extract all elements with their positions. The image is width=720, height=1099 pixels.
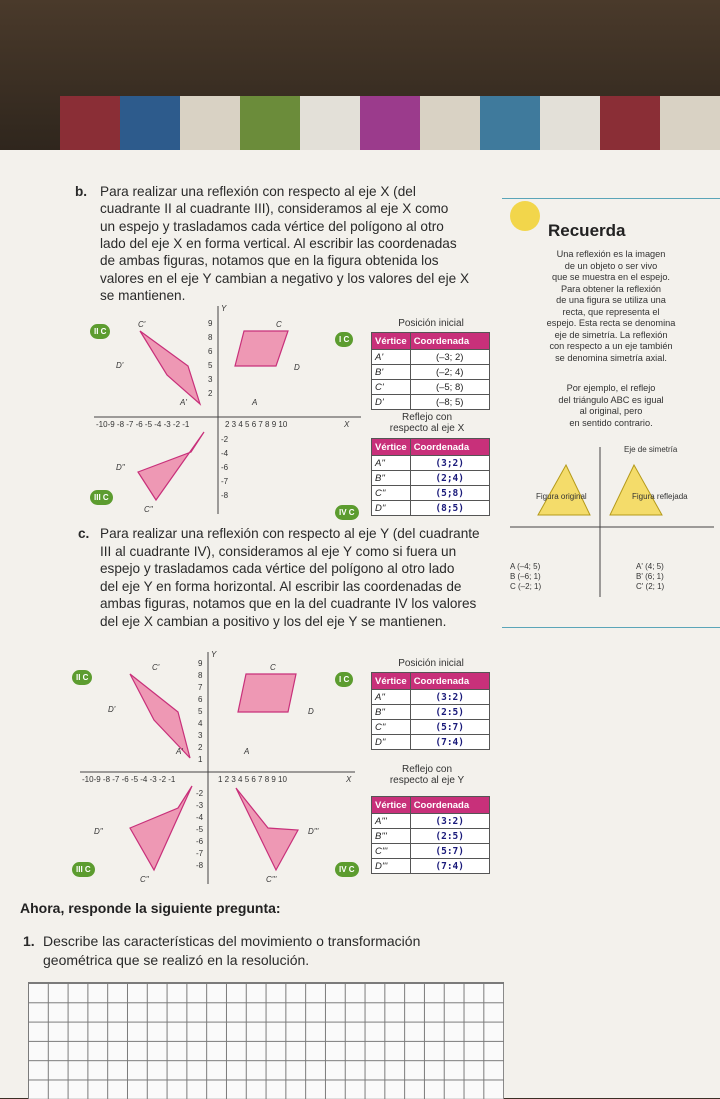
svg-text:D'': D'' [116, 463, 125, 472]
svg-text:B' (6; 1): B' (6; 1) [636, 572, 664, 581]
svg-text:Figura reflejada: Figura reflejada [632, 492, 688, 501]
svg-text:-7: -7 [196, 849, 204, 858]
svg-text:-3: -3 [196, 801, 204, 810]
decorative-pattern-strip [60, 96, 720, 152]
svg-text:C': C' [138, 320, 146, 329]
svg-text:3: 3 [208, 375, 213, 384]
svg-text:C' (2; 1): C' (2; 1) [636, 582, 665, 591]
svg-text:-6: -6 [196, 837, 204, 846]
svg-text:A': A' [176, 747, 183, 756]
svg-text:B (–6; 1): B (–6; 1) [510, 572, 541, 581]
polygon-quadrant-iv [236, 788, 298, 870]
svg-text:5: 5 [208, 361, 213, 370]
svg-text:1: 1 [198, 755, 203, 764]
quadrant-ii-badge: II C [90, 324, 110, 339]
svg-text:-5: -5 [196, 825, 204, 834]
table-b-reflected: Vértice Coordenada A'' (3;2) B'' (2;4) C'' (5;8) D'' (8;5) [371, 438, 490, 516]
table-c1-title: Posición inicial [398, 658, 464, 669]
coordinate-plane-b [86, 302, 366, 516]
table-row: D'' (8;5) [372, 501, 490, 516]
table-row: A'' (3:2) [372, 690, 490, 705]
table-row: B' (–2; 4) [372, 365, 490, 380]
svg-text:D': D' [108, 705, 116, 714]
table-row: D'' (7:4) [372, 735, 490, 750]
table-b1-title: Posición inicial [398, 318, 464, 329]
svg-text:D''': D''' [308, 827, 319, 836]
svg-text:1 2 3 4 5 6 7 8 9 10: 1 2 3 4 5 6 7 8 9 10 [218, 775, 287, 784]
triangle-reflected [610, 465, 662, 515]
table-row: B''' (2:5) [372, 829, 490, 844]
svg-text:9: 9 [198, 659, 203, 668]
svg-text:D: D [308, 707, 314, 716]
table-b2-title: Reflejo con respecto al eje X [389, 412, 465, 434]
quadrant-iii-badge: III C [90, 490, 113, 505]
table-row: C'' (5;8) [372, 486, 490, 501]
svg-text:8: 8 [198, 671, 203, 680]
svg-text:C'': C'' [144, 505, 153, 514]
polygon-quadrant-i [235, 331, 288, 366]
polygon-quadrant-ii [140, 331, 200, 404]
svg-text:A' (4; 5): A' (4; 5) [636, 562, 664, 571]
table-row: A'' (3;2) [372, 456, 490, 471]
svg-text:C'': C'' [140, 875, 149, 884]
table-c2-title: Reflejo con respecto al eje Y [389, 764, 465, 786]
svg-text:2: 2 [198, 743, 203, 752]
table-row: D' (–8; 5) [372, 395, 490, 410]
question-1: 1. Describe las características del movimiento o transformación geométrica que se realizó en la resolución. [23, 933, 421, 968]
table-row: C' (–5; 8) [372, 380, 490, 395]
svg-text:-8: -8 [196, 861, 204, 870]
svg-text:C''': C''' [266, 875, 277, 884]
triangle-original [538, 465, 590, 515]
symmetry-diagram [504, 441, 718, 601]
coordinate-plane-c [70, 648, 360, 888]
svg-text:-10-9 -8 -7 -6 -5 -4 -3 -2 -1: -10-9 -8 -7 -6 -5 -4 -3 -2 -1 [82, 775, 176, 784]
svg-text:-6: -6 [221, 463, 229, 472]
svg-text:C': C' [152, 663, 160, 672]
svg-text:-2: -2 [196, 789, 204, 798]
svg-text:D: D [294, 363, 300, 372]
polygon-quadrant-iii [130, 786, 192, 870]
svg-text:3: 3 [198, 731, 203, 740]
table-row: C'' (5:7) [372, 720, 490, 735]
table-row: B'' (2:5) [372, 705, 490, 720]
table-c-initial: Vértice Coordenada A'' (3:2) B'' (2:5) C'' (5:7) D'' (7:4) [371, 672, 490, 750]
svg-text:-10-9 -8 -7 -6 -5 -4 -3 -2 -1: -10-9 -8 -7 -6 -5 -4 -3 -2 -1 [96, 420, 190, 429]
table-row: C''' (5:7) [372, 844, 490, 859]
svg-text:X: X [346, 775, 352, 784]
svg-text:Y: Y [221, 304, 227, 313]
svg-text:A: A [244, 747, 250, 756]
svg-text:C (–2; 1): C (–2; 1) [510, 582, 542, 591]
svg-text:A (–4; 5): A (–4; 5) [510, 562, 541, 571]
svg-text:-4: -4 [221, 449, 229, 458]
svg-text:Figura original: Figura original [536, 492, 587, 501]
question-heading: Ahora, responde la siguiente pregunta: [20, 900, 281, 916]
svg-text:8: 8 [208, 333, 213, 342]
quadrant-iv-badge: IV C [335, 505, 359, 520]
table-b-initial: Vértice Coordenada A' (–3; 2) B' (–2; 4) C' (–5; 8) D' (–8; 5) [371, 332, 490, 410]
svg-text:C: C [270, 663, 276, 672]
svg-text:D': D' [116, 361, 124, 370]
svg-text:-2: -2 [221, 435, 229, 444]
table-row: A' (–3; 2) [372, 350, 490, 365]
svg-text:Y: Y [211, 650, 217, 659]
svg-text:2 3 4 5 6 7 8 9 10: 2 3 4 5 6 7 8 9 10 [225, 420, 288, 429]
svg-text:7: 7 [198, 683, 203, 692]
svg-text:C: C [276, 320, 282, 329]
quadrant-iii-badge: III C [72, 862, 95, 877]
quadrant-i-badge: I C [335, 672, 353, 687]
svg-text:-8: -8 [221, 491, 229, 500]
table-row: D''' (7:4) [372, 859, 490, 874]
svg-text:6: 6 [208, 347, 213, 356]
polygon-quadrant-iii [138, 432, 204, 500]
svg-text:9: 9 [208, 319, 213, 328]
svg-text:-7: -7 [221, 477, 229, 486]
quadrant-i-badge: I C [335, 332, 353, 347]
table-row: A''' (3:2) [372, 814, 490, 829]
svg-text:A: A [252, 398, 258, 407]
svg-text:6: 6 [198, 695, 203, 704]
polygon-quadrant-i [238, 674, 296, 712]
lightbulb-icon [510, 201, 540, 231]
svg-text:A': A' [180, 398, 187, 407]
quadrant-iv-badge: IV C [335, 862, 359, 877]
svg-text:5: 5 [198, 707, 203, 716]
svg-text:X: X [344, 420, 350, 429]
answer-grid[interactable] [28, 982, 504, 1099]
svg-text:2: 2 [208, 389, 213, 398]
quadrant-ii-badge: II C [72, 670, 92, 685]
svg-text:Eje de simetría: Eje de simetría [624, 445, 678, 454]
svg-text:D'': D'' [94, 827, 103, 836]
table-c-reflected: Vértice Coordenada A''' (3:2) B''' (2:5) C''' (5:7) D''' (7:4) [371, 796, 490, 874]
table-row: B'' (2;4) [372, 471, 490, 486]
recuerda-sidebar: Recuerda Una reflexión es la imagen de un objeto o ser vivo que se muestra en el espejo. Para obtener la reflexión de una figura se utiliza una recta, que representa el espejo. Esta recta se denomina eje de simetría. La reflexión con respecto a un eje también se denomina simetría axial. Por ejemplo, el reflejo del triángulo ABC es igual al original, pero en sentido contrario. Eje de simetría Figura original Figura reflejada A (–4; 5) B (–6; 1) C (–2; 1) A' (4; 5) B' (6; 1) C' (2; 1) [502, 198, 720, 628]
svg-text:-4: -4 [196, 813, 204, 822]
polygon-quadrant-ii [130, 674, 190, 758]
svg-text:4: 4 [198, 719, 203, 728]
